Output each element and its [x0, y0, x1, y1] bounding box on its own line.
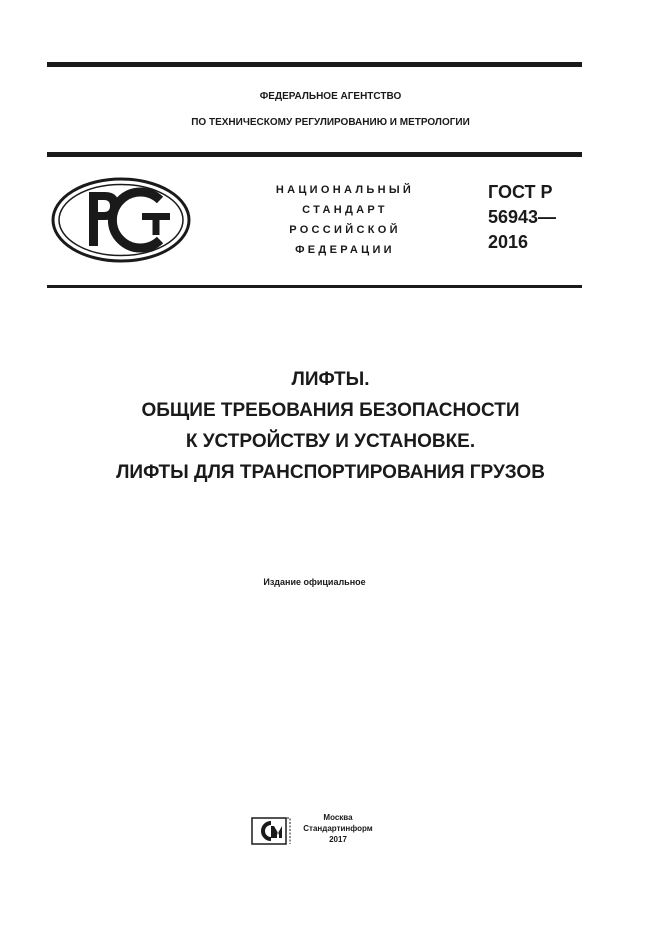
rst-certification-mark-icon	[50, 176, 192, 264]
publisher-name: Стандартинформ	[303, 824, 373, 833]
designation-line: 2016	[488, 232, 529, 252]
title-line: ОБЩИЕ ТРЕБОВАНИЯ БЕЗОПАСНОСТИ	[141, 400, 520, 421]
standard-type-line: СТАНДАРТ	[302, 204, 388, 216]
designation-line: 56943—	[488, 207, 557, 227]
edition-label: Издание официальное	[263, 577, 366, 587]
middle-rule	[47, 152, 582, 157]
standard-designation	[488, 180, 556, 255]
document-title	[0, 364, 661, 488]
publisher-block	[298, 812, 378, 845]
title-line: ЛИФТЫ.	[291, 369, 370, 390]
agency-line-2: ПО ТЕХНИЧЕСКОМУ РЕГУЛИРОВАНИЮ И МЕТРОЛОГИИ	[191, 117, 470, 128]
lower-rule	[47, 285, 582, 288]
designation-line: ГОСТ Р	[488, 182, 553, 202]
standard-type-line: РОССИЙСКОЙ	[289, 224, 401, 236]
publisher-city: Москва	[323, 813, 353, 822]
title-line: К УСТРОЙСТВУ И УСТАНОВКЕ.	[185, 431, 476, 452]
top-rule	[47, 62, 582, 67]
title-line: ЛИФТЫ ДЛЯ ТРАНСПОРТИРОВАНИЯ ГРУЗОВ	[116, 462, 545, 483]
standard-type-line: НАЦИОНАЛЬНЫЙ	[275, 184, 415, 196]
standartinform-logo-icon	[251, 815, 291, 845]
publisher-year: 2017	[329, 835, 347, 844]
standard-type	[250, 180, 440, 260]
agency-line-1: ФЕДЕРАЛЬНОЕ АГЕНТСТВО	[259, 91, 402, 102]
standard-type-line: ФЕДЕРАЦИИ	[295, 244, 395, 256]
